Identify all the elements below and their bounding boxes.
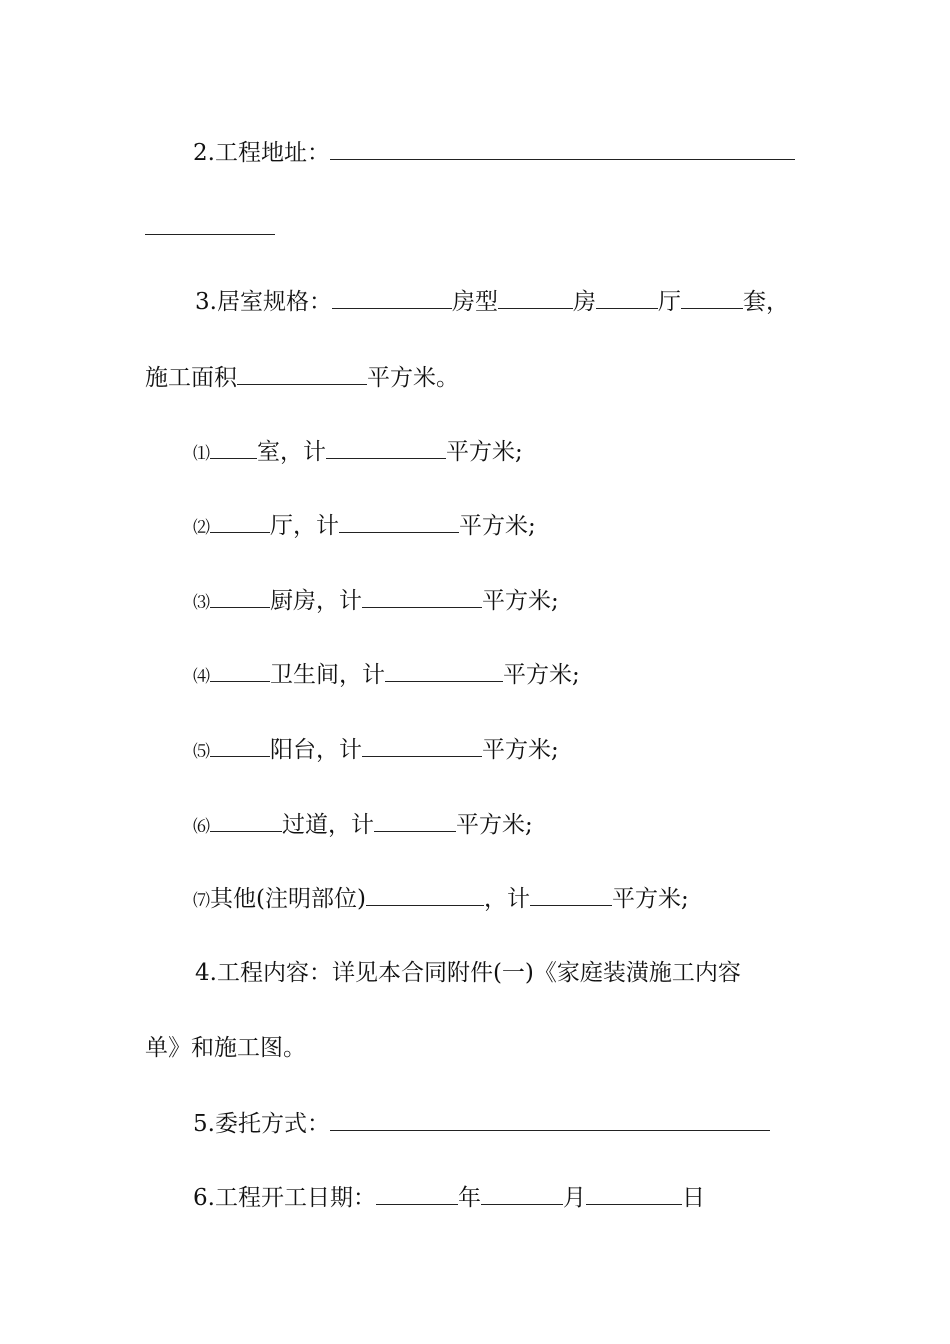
sub-num-3: ⑶ [193, 593, 210, 613]
sub-num-2: ⑵ [193, 518, 210, 538]
sub-item-3 [193, 585, 559, 618]
year-blank[interactable] [376, 1182, 458, 1205]
sub-item-1 [193, 436, 523, 469]
address-blank-1[interactable] [330, 137, 795, 160]
sub7-name: 其他(注明部位) [210, 886, 366, 912]
sub7-unit: 平方米; [611, 886, 689, 912]
sub3-unit: 平方米; [482, 588, 559, 614]
sub1-count-blank[interactable] [210, 436, 257, 459]
sub7-mid: ，计 [483, 886, 530, 912]
sub1-area-blank[interactable] [326, 436, 446, 459]
method-label: 5.委托方式： [193, 1111, 330, 1137]
sub3-name: 厨房，计 [270, 588, 362, 614]
area-suffix: 平方米。 [367, 365, 459, 391]
item-6-start-date [193, 1182, 705, 1213]
year-label: 年 [457, 1185, 481, 1211]
address-blank-2[interactable] [145, 212, 275, 235]
sub3-area-blank[interactable] [362, 585, 482, 608]
sub7-part-blank[interactable] [366, 883, 484, 906]
sub2-count-blank[interactable] [210, 510, 270, 533]
sub1-name: 室，计 [257, 439, 326, 465]
sub2-area-blank[interactable] [339, 510, 459, 533]
sub-item-2 [193, 510, 536, 543]
sub2-unit: 平方米; [459, 513, 536, 539]
sub6-count-blank[interactable] [210, 809, 282, 832]
sub5-unit: 平方米; [482, 737, 559, 763]
sub-item-6 [193, 809, 533, 842]
sub-num-6: ⑹ [193, 817, 210, 837]
area-blank[interactable] [237, 362, 367, 385]
item-3-area [145, 362, 459, 393]
sub-num-5: ⑸ [193, 742, 210, 762]
sub-item-5 [193, 734, 559, 767]
day-label: 日 [681, 1185, 705, 1211]
sub5-name: 阳台，计 [270, 737, 362, 763]
item-5-method [193, 1108, 770, 1139]
room-type-label: 房型 [451, 289, 498, 315]
month-label: 月 [562, 1185, 586, 1211]
sub3-count-blank[interactable] [210, 585, 270, 608]
sub6-unit: 平方米; [456, 812, 533, 838]
sub4-count-blank[interactable] [210, 659, 270, 682]
halls-blank[interactable] [596, 286, 658, 309]
day-blank[interactable] [586, 1182, 682, 1205]
sub-item-4 [193, 659, 580, 692]
item-2-address [193, 137, 795, 168]
rooms-blank[interactable] [498, 286, 573, 309]
month-blank[interactable] [481, 1182, 563, 1205]
item-2-address-cont [145, 212, 275, 243]
sub5-area-blank[interactable] [362, 734, 482, 757]
start-date-label: 6.工程开工日期： [193, 1185, 376, 1211]
item-4-text-2: 单》和施工图。 [145, 1035, 306, 1061]
sub-num-1: ⑴ [193, 444, 210, 464]
item-4-line-1 [195, 958, 741, 988]
method-blank[interactable] [330, 1108, 770, 1131]
rooms-label: 房 [572, 289, 596, 315]
sub-num-7: ⑺ [193, 891, 210, 911]
sub7-area-blank[interactable] [530, 883, 612, 906]
sub6-name: 过道，计 [282, 812, 374, 838]
sub2-name: 厅，计 [270, 513, 339, 539]
address-label: 2.工程地址： [193, 140, 330, 166]
item-3-room-spec [195, 286, 789, 317]
sub4-unit: 平方米; [503, 662, 580, 688]
sub-item-7 [193, 883, 689, 916]
sub1-unit: 平方米; [446, 439, 523, 465]
sets-label: 套， [742, 289, 789, 315]
sub4-name: 卫生间，计 [270, 662, 385, 688]
room-spec-label: 3.居室规格： [195, 289, 332, 315]
area-prefix: 施工面积 [145, 365, 237, 391]
sub6-area-blank[interactable] [374, 809, 456, 832]
room-spec-blank[interactable] [332, 286, 452, 309]
sub4-area-blank[interactable] [385, 659, 503, 682]
item-4-text-1: 4.工程内容：详见本合同附件(一)《家庭装潢施工内容 [195, 960, 741, 986]
sub-num-4: ⑷ [193, 667, 210, 687]
sub5-count-blank[interactable] [210, 734, 270, 757]
sets-blank[interactable] [681, 286, 743, 309]
halls-label: 厅 [657, 289, 681, 315]
item-4-line-2 [145, 1033, 306, 1063]
